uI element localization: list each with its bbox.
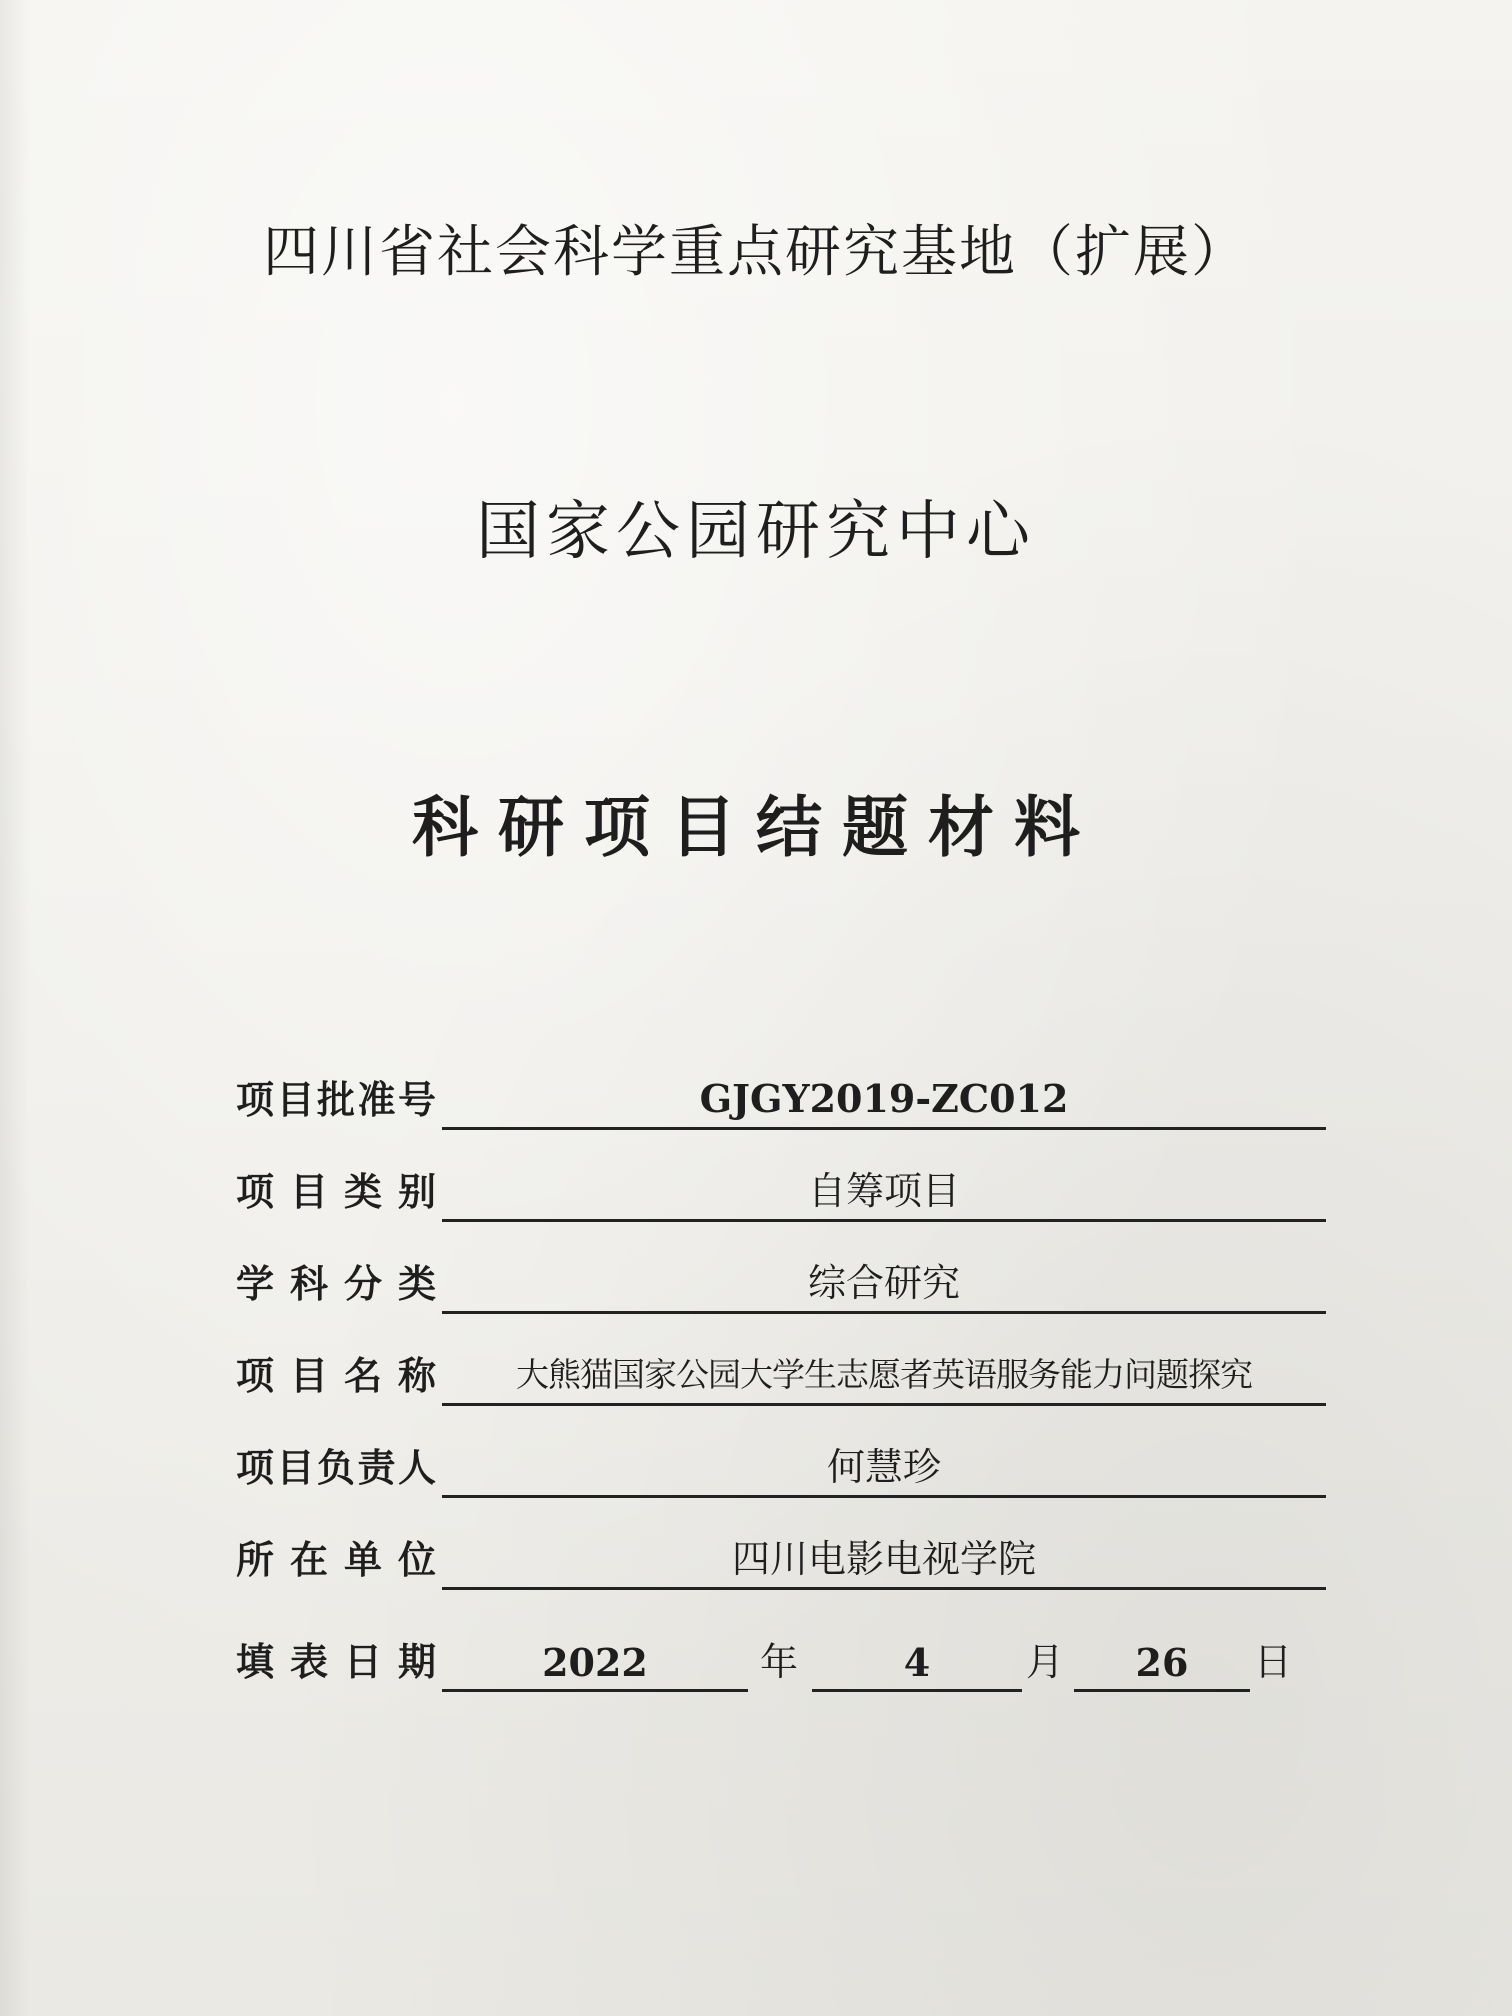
project-name-row [236,1346,1326,1406]
project-name-label: 项目名称 [236,1353,436,1398]
discipline-row [236,1254,1326,1314]
project-category-row [236,1162,1326,1222]
day-unit-label: 日 [1254,1640,1293,1684]
affiliation-field [442,1531,1326,1590]
project-category-value: 自筹项目 [807,1169,960,1213]
project-name-value: 大熊猫国家公园大学生志愿者英语服务能力问题探究 [516,1355,1252,1394]
fill-date-year: 2022 [442,1633,748,1692]
fill-date-label: 填表日期 [236,1639,436,1684]
base-name-heading: 四川省社会科学重点研究基地（扩展） [263,220,1249,285]
affiliation-value: 四川电影电视学院 [731,1537,1036,1581]
project-leader-value: 何慧珍 [826,1445,941,1489]
document-title: 科研项目结题材料 [412,788,1100,866]
discipline-field [442,1255,1326,1314]
affiliation-row [236,1530,1326,1590]
project-name-field [442,1347,1326,1406]
project-leader-row [236,1438,1326,1498]
month-unit-label: 月 [1026,1640,1065,1684]
approval-number-label: 项目批准号 [236,1077,436,1122]
approval-number-field [442,1071,1326,1130]
project-category-field [442,1163,1326,1222]
project-category-label: 项目类别 [236,1169,436,1214]
project-leader-label: 项目负责人 [236,1445,436,1490]
approval-number-row [236,1070,1326,1130]
affiliation-label: 所在单位 [236,1537,436,1582]
fill-date-row [236,1632,1326,1692]
discipline-label: 学科分类 [236,1261,436,1306]
center-name-heading: 国家公园研究中心 [476,495,1036,569]
discipline-value: 综合研究 [807,1261,960,1305]
fill-date-month: 4 [812,1633,1022,1692]
approval-number-value: GJGY2019-ZC012 [699,1076,1069,1121]
project-leader-field [442,1439,1326,1498]
year-unit-label: 年 [760,1640,799,1684]
fill-date-day: 26 [1074,1633,1250,1692]
